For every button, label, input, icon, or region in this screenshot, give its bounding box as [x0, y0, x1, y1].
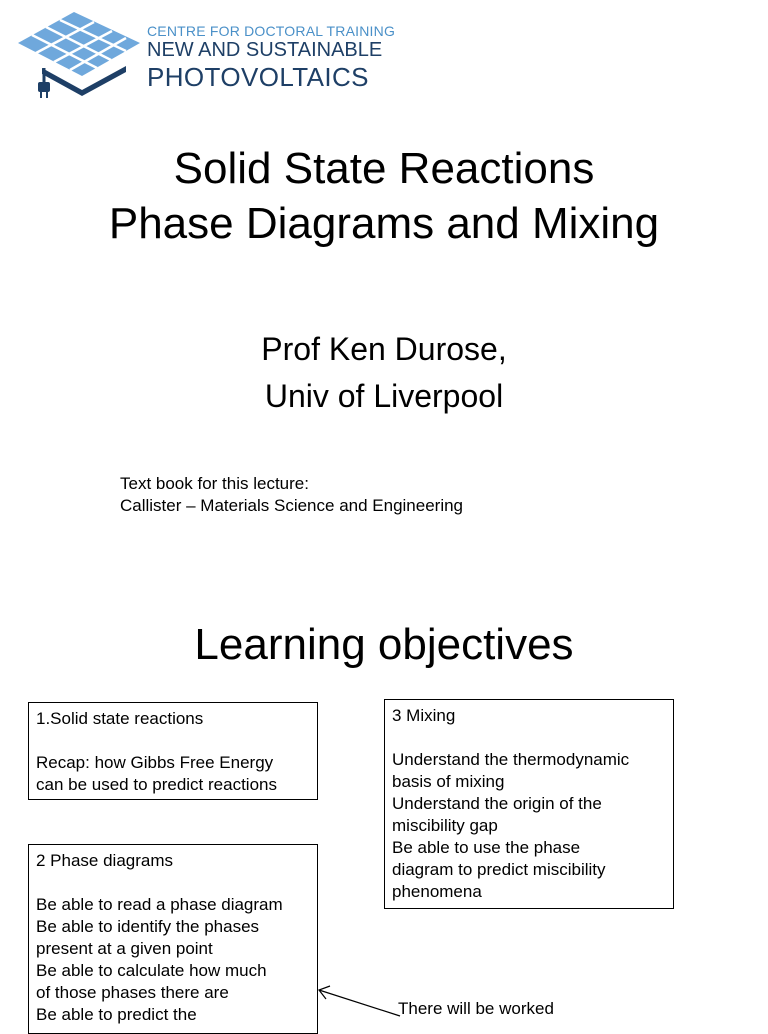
textbook-label: Text book for this lecture: — [120, 474, 309, 493]
textbook-title: Callister – Materials Science and Engineering — [120, 496, 464, 515]
objective-box-mixing — [384, 699, 674, 909]
box-line: diagram to predict miscibility — [392, 860, 606, 879]
title-line-1: Solid State Reactions — [173, 144, 595, 193]
box-heading: 3 Mixing — [392, 706, 456, 725]
objective-box-solid-state — [28, 702, 318, 800]
box-line: Be able to read a phase diagram — [36, 895, 283, 914]
author-affiliation: Univ of Liverpool — [264, 378, 504, 414]
solar-panel-icon — [14, 10, 144, 102]
box-line: Be able to calculate how much — [36, 961, 267, 980]
box-line: Be able to predict the — [36, 1005, 197, 1024]
box-line: miscibility gap — [392, 816, 498, 835]
logo-line-2: NEW AND SUSTAINABLE — [147, 39, 383, 61]
objective-box-phase-diagrams — [28, 844, 318, 1034]
author-name: Prof Ken Durose, — [261, 331, 507, 367]
box-heading: 2 Phase diagrams — [36, 851, 174, 870]
box-line: Understand the origin of the — [392, 794, 602, 813]
box-line: of those phases there are — [36, 983, 229, 1002]
box-line: Understand the thermodynamic — [392, 750, 630, 769]
cdt-logo — [14, 10, 396, 102]
box-line: Be able to identify the phases — [36, 917, 260, 936]
box-line: present at a given point — [36, 939, 213, 958]
box-line: Recap: how Gibbs Free Energy — [36, 753, 274, 772]
pointer-arrow-icon — [310, 980, 405, 1020]
logo-line-1: CENTRE FOR DOCTORAL TRAINING — [147, 23, 396, 39]
objectives-heading: Learning objectives — [194, 620, 574, 669]
box-line: Be able to use the phase — [392, 838, 581, 857]
box-heading: 1.Solid state reactions — [36, 709, 204, 728]
logo-line-3: PHOTOVOLTAICS — [147, 62, 369, 92]
title-line-2: Phase Diagrams and Mixing — [108, 199, 660, 248]
box-line: basis of mixing — [392, 772, 505, 791]
box-line: phenomena — [392, 882, 482, 901]
box-line: can be used to predict reactions — [36, 775, 277, 794]
worked-examples-note: There will be worked — [398, 999, 554, 1018]
